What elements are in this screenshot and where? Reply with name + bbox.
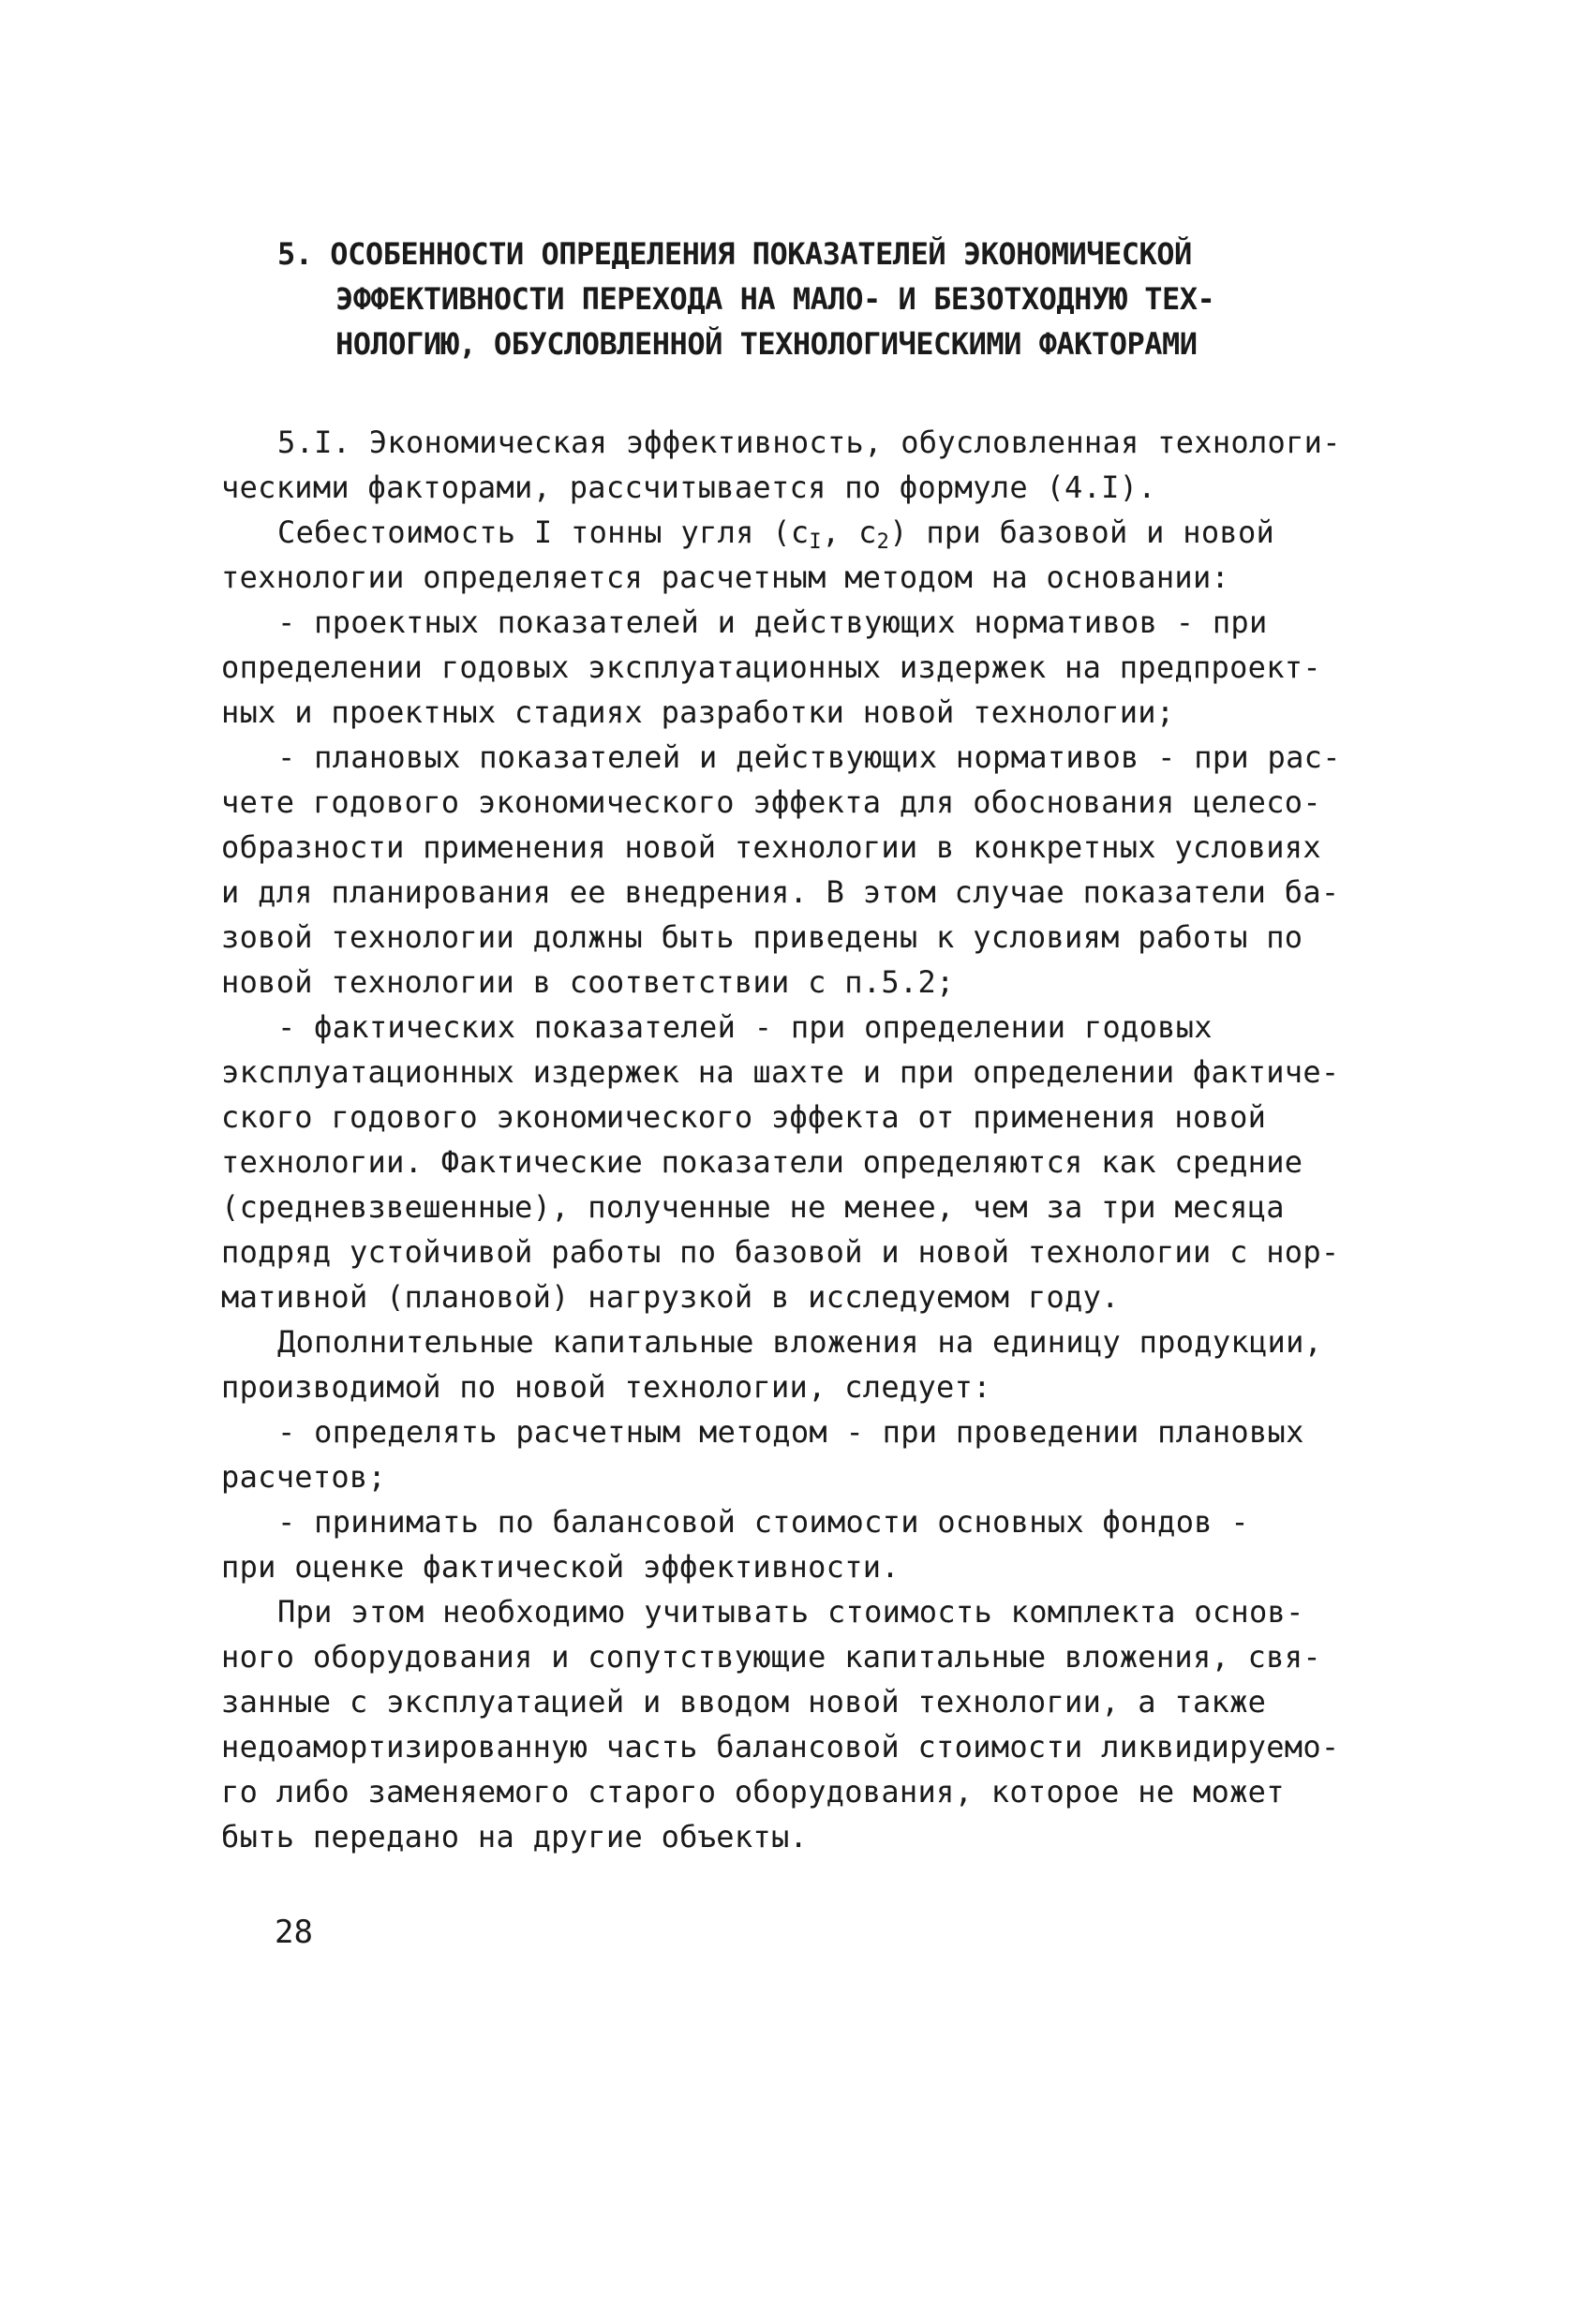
text-line-with-subscripts	[221, 510, 1392, 555]
text-line: занные с эксплуатацией и вводом новой технологии, а также	[221, 1684, 1267, 1720]
text-line: образности применения новой технологии в конкретных условиях	[221, 829, 1321, 865]
heading-line: ЭФФЕКТИВНОСТИ ПЕРЕХОДА НА МАЛО- И БЕЗОТХОДНУЮ ТЕХ-	[335, 281, 1215, 317]
text-line: определении годовых эксплуатационных издержек на предпроект-	[221, 649, 1321, 685]
text-line: зовой технологии должны быть приведены к условиям работы по	[221, 919, 1303, 955]
text-line: недоамортизированную часть балансовой стоимости ликвидируемо-	[221, 1729, 1340, 1765]
paragraph-equipment	[221, 1589, 1392, 1859]
page-number: 28	[275, 1914, 313, 1951]
text-line: мативной (плановой) нагрузкой в исследуемом году.	[221, 1279, 1120, 1315]
text-line: ческими факторами, рассчитывается по формуле (4.I).	[221, 469, 1156, 505]
text-line: - принимать по балансовой стоимости основных фондов -	[277, 1504, 1249, 1540]
text-fragment: ) при базовой и новой	[889, 514, 1275, 550]
heading-line: 5. ОСОБЕННОСТИ ОПРЕДЕЛЕНИЯ ПОКАЗАТЕЛЕЙ ЭКОНОМИЧЕСКОЙ	[277, 236, 1192, 272]
body-text	[221, 420, 1392, 1859]
list-item-calculate	[221, 1409, 1392, 1499]
text-line: - определять расчетным методом - при проведении плановых	[277, 1414, 1304, 1450]
text-line: технологии определяется расчетным методом на основании:	[221, 559, 1230, 595]
text-line: подряд устойчивой работы по базовой и новой технологии с нор-	[221, 1234, 1340, 1270]
heading-line: НОЛОГИЮ, ОБУСЛОВЛЕННОЙ ТЕХНОЛОГИЧЕСКИМИ ФАКТОРАМИ	[335, 326, 1198, 362]
paragraph-cost	[221, 510, 1392, 600]
text-fragment: , c	[821, 514, 877, 550]
text-line: 5.I. Экономическая эффективность, обусловленная технологи-	[277, 425, 1341, 460]
text-line: расчетов;	[221, 1459, 387, 1495]
text-line: ных и проектных стадиях разработки новой технологии;	[221, 694, 1175, 730]
subscript: I	[809, 530, 822, 554]
text-line: при оценке фактической эффективности.	[221, 1549, 900, 1585]
text-line: быть передано на другие объекты.	[221, 1819, 809, 1855]
text-line: чете годового экономического эффекта для обоснования целесо-	[221, 784, 1321, 820]
paragraph-5-1	[221, 420, 1392, 510]
list-item-planned	[221, 735, 1392, 1005]
text-line: Дополнительные капитальные вложения на единицу продукции,	[277, 1324, 1323, 1360]
section-heading	[277, 231, 1355, 365]
paragraph-investments	[221, 1319, 1392, 1409]
list-item-project	[221, 600, 1392, 735]
text-line: При этом необходимо учитывать стоимость комплекта основ-	[277, 1594, 1304, 1630]
text-line: технологии. Фактические показатели определяются как средние	[221, 1144, 1303, 1180]
text-line: и для планирования ее внедрения. В этом случае показатели ба-	[221, 874, 1340, 910]
text-line: новой технологии в соответствии с п.5.2;	[221, 964, 955, 1000]
text-line: го либо заменяемого старого оборудования, которое не может	[221, 1774, 1285, 1810]
text-line: - плановых показателей и действующих нормативов - при рас-	[277, 739, 1341, 775]
text-line: производимой по новой технологии, следует:	[221, 1369, 991, 1405]
text-line: ского годового экономического эффекта от применения новой	[221, 1099, 1267, 1135]
text-line: (средневзвешенные), полученные не менее, чем за три месяца	[221, 1189, 1285, 1225]
list-item-balance	[221, 1499, 1392, 1589]
text-line: - проектных показателей и действующих нормативов - при	[277, 604, 1268, 640]
text-fragment: Себестоимость I тонны угля (c	[277, 514, 810, 550]
text-line: - фактических показателей - при определении годовых	[277, 1009, 1213, 1045]
text-line: ного оборудования и сопутствующие капитальные вложения, свя-	[221, 1639, 1321, 1675]
list-item-actual	[221, 1005, 1392, 1319]
text-line: эксплуатационных издержек на шахте и при определении фактиче-	[221, 1054, 1340, 1090]
subscript: 2	[876, 530, 890, 554]
